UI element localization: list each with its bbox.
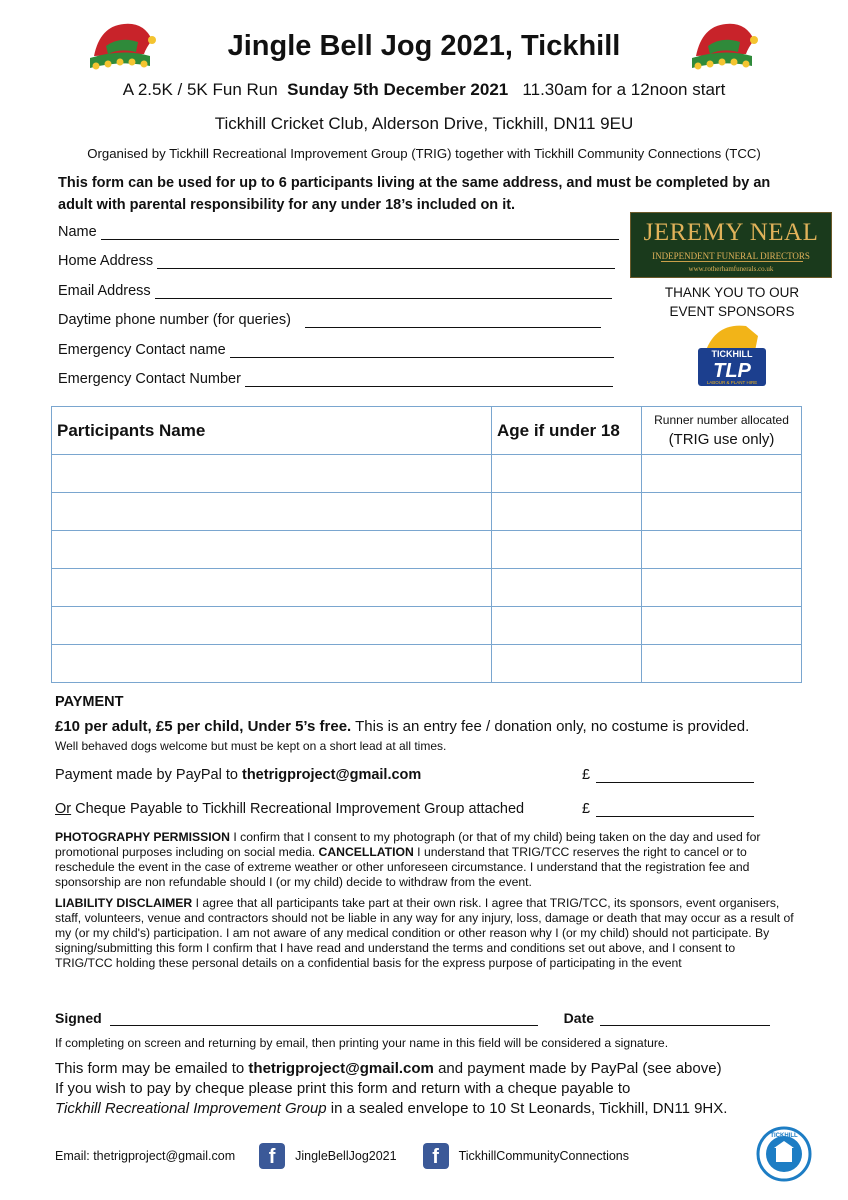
participant-name-cell[interactable] — [52, 645, 492, 683]
svg-text:TICKHILL: TICKHILL — [770, 1133, 798, 1139]
name-field[interactable] — [58, 224, 619, 240]
address-field[interactable] — [58, 253, 615, 269]
runner-number-cell — [642, 493, 802, 531]
address-label: Home Address — [58, 253, 154, 269]
col-participant-name: Participants Name — [52, 407, 492, 455]
emergency-name-input-line[interactable] — [230, 344, 614, 358]
cheque-or: Or — [55, 801, 72, 817]
email-label: Email Address — [58, 283, 151, 299]
svg-text:LABOUR & PLANT HIRE: LABOUR & PLANT HIRE — [706, 380, 758, 385]
fees-note: This is an entry fee / donation only, no costume is provided. — [351, 718, 750, 735]
liability-body: I agree that all participants take part at their own risk. I agree that TRIG/TCC, its sponsors, event organisers, staff, volunteers, venue and contractors should not be liable in any way for any injury, loss, damage or death that may occur as a result of my (or my child's) participation. I am not aware of any medical condition or other reason why I (or my child) should not participate. By signing/submitting this form I confirm that I have read and understand the terms and conditions set out above, and I consent to TRIG/TCC holding these personal details on a confidential basis for the express purpose of participating in the event — [55, 896, 794, 970]
facebook-icon: f — [423, 1143, 449, 1169]
paypal-amount-field[interactable] — [582, 767, 754, 783]
table-row — [52, 493, 802, 531]
emergency-number-input-line[interactable] — [245, 373, 613, 387]
liability-heading: LIABILITY DISCLAIMER — [55, 896, 193, 910]
participant-name-cell[interactable] — [52, 493, 492, 531]
submission-instructions — [55, 1059, 795, 1119]
tickhill-community-badge-icon — [756, 1126, 812, 1182]
svg-text:TLP: TLP — [713, 360, 751, 382]
runner-number-cell — [642, 607, 802, 645]
runner-number-cell — [642, 455, 802, 493]
footer — [55, 1143, 629, 1169]
fees-text — [55, 718, 749, 735]
cheque-line — [55, 801, 524, 817]
facebook-link-jinglebelljog[interactable]: JingleBellJog2021 — [295, 1149, 397, 1163]
submit-email: thetrigproject@gmail.com — [248, 1060, 434, 1077]
facebook-link-tcc[interactable]: TickhillCommunityConnections — [458, 1149, 630, 1163]
participant-name-cell[interactable] — [52, 569, 492, 607]
participant-name-cell[interactable] — [52, 607, 492, 645]
dogs-note: Well behaved dogs welcome but must be kept on a short lead at all times. — [55, 739, 447, 753]
emergency-name-field[interactable] — [58, 342, 614, 358]
signature-note: If completing on screen and returning by email, then printing your name in this field will be considered a signature. — [55, 1036, 669, 1050]
table-row — [52, 455, 802, 493]
date-input-line[interactable] — [600, 1012, 770, 1026]
photography-heading: PHOTOGRAPHY PERMISSION — [55, 830, 230, 844]
participant-name-cell[interactable] — [52, 531, 492, 569]
currency-symbol: £ — [582, 767, 591, 783]
address-input-line[interactable] — [157, 255, 615, 269]
jeremy-neal-logo — [630, 212, 832, 278]
paypal-label: Payment made by PayPal to — [55, 767, 242, 783]
thanks-line-1: THANK YOU TO OUR — [664, 285, 800, 300]
table-row — [52, 645, 802, 683]
col-age: Age if under 18 — [492, 407, 642, 455]
age-cell[interactable] — [492, 493, 642, 531]
trig-use-only-label: (TRIG use only) — [668, 431, 775, 448]
thanks-line-2: EVENT SPONSORS — [669, 304, 795, 319]
footer-email: Email: thetrigproject@gmail.com — [55, 1149, 236, 1163]
event-distance: A 2.5K / 5K Fun Run — [122, 80, 278, 99]
age-cell[interactable] — [492, 569, 642, 607]
svg-text:TICKHILL: TICKHILL — [711, 349, 753, 359]
phone-label: Daytime phone number (for queries) — [58, 312, 291, 328]
page-title: Jingle Bell Jog 2021, Tickhill — [227, 30, 621, 62]
facebook-icon: f — [259, 1143, 285, 1169]
submit-address: in a sealed envelope to 10 St Leonards, Tickhill, DN11 9HX. — [326, 1100, 728, 1117]
organisers: Organised by Tickhill Recreational Improvement Group (TRIG) together with Tickhill Community Connections (TCC) — [87, 146, 761, 161]
payment-heading: PAYMENT — [55, 694, 124, 710]
event-details — [0, 80, 848, 100]
runner-number-cell — [642, 531, 802, 569]
table-header — [52, 407, 802, 455]
email-input-line[interactable] — [155, 285, 612, 299]
cancellation-body: I understand that TRIG/TCC reserves the right to cancel or to reschedule the event in the case of extreme weather or other unforeseen circumstance. I understand that the registration fee and sponsorship are non refundable should I (or my child) decide to withdraw from the event. — [55, 845, 750, 889]
age-cell[interactable] — [492, 607, 642, 645]
date-label: Date — [563, 1010, 595, 1026]
paypal-amount-line[interactable] — [596, 769, 754, 783]
signed-label: Signed — [55, 1010, 102, 1026]
event-venue: Tickhill Cricket Club, Alderson Drive, Tickhill, DN11 9EU — [214, 114, 634, 133]
jn-subtitle: INDEPENDENT FUNERAL DIRECTORS — [652, 251, 810, 261]
participants-table — [51, 406, 802, 683]
age-cell[interactable] — [492, 531, 642, 569]
paypal-line — [55, 767, 421, 783]
submit-text-a: This form may be emailed to — [55, 1060, 249, 1077]
liability-text — [55, 896, 795, 971]
phone-input-line[interactable] — [305, 314, 601, 328]
age-cell[interactable] — [492, 455, 642, 493]
emergency-number-field[interactable] — [58, 371, 613, 387]
phone-field[interactable] — [58, 312, 601, 328]
table-row — [52, 607, 802, 645]
cheque-label: Cheque Payable to Tickhill Recreational Improvement Group attached — [71, 801, 525, 817]
table-row — [52, 531, 802, 569]
submit-text-b: and payment made by PayPal (see above) — [433, 1060, 722, 1077]
age-cell[interactable] — [492, 645, 642, 683]
submit-payee: Tickhill Recreational Improvement Group — [55, 1100, 327, 1117]
name-label: Name — [58, 224, 97, 240]
jn-website: www.rotherhamfunerals.co.uk — [688, 265, 774, 273]
emergency-number-label: Emergency Contact Number — [58, 371, 241, 387]
event-date: Sunday 5th December 2021 — [287, 80, 509, 99]
table-row — [52, 569, 802, 607]
cheque-amount-field[interactable] — [582, 801, 754, 817]
cancellation-heading: CANCELLATION — [318, 845, 414, 859]
runner-number-cell — [642, 569, 802, 607]
currency-symbol: £ — [582, 801, 591, 817]
photography-body: I confirm that I consent to my photograph (or that of my child) being taken on the day and used for promotional purposes including on social media. — [55, 830, 761, 859]
tlp-logo — [694, 322, 770, 388]
runner-number-cell — [642, 645, 802, 683]
emergency-name-label: Emergency Contact name — [58, 342, 226, 358]
submit-line-2: If you wish to pay by cheque please print this form and return with a cheque payable to — [55, 1080, 631, 1097]
fees-amounts: £10 per adult, £5 per child, Under 5’s free. — [55, 718, 352, 735]
form-intro: This form can be used for up to 6 participants living at the same address, and must be completed by an adult with parental responsibility for any under 18’s included on it. — [58, 175, 771, 213]
runner-number-label: Runner number allocated — [654, 413, 789, 427]
submit-line-1 — [55, 1059, 795, 1079]
signature-input-line[interactable] — [110, 1012, 538, 1026]
name-input-line[interactable] — [101, 226, 619, 240]
submit-line-3 — [55, 1099, 795, 1119]
photography-cancellation-text — [55, 830, 795, 890]
event-time: 11.30am for a 12noon start — [522, 80, 726, 99]
paypal-email: thetrigproject@gmail.com — [242, 767, 422, 783]
participant-name-cell[interactable] — [52, 455, 492, 493]
cheque-amount-line[interactable] — [596, 803, 754, 817]
sponsor-thanks — [632, 283, 832, 321]
email-field[interactable] — [58, 283, 612, 299]
col-runner-number — [642, 407, 802, 455]
signature-row — [55, 1010, 770, 1026]
jn-name: JEREMY NEAL — [643, 219, 819, 246]
